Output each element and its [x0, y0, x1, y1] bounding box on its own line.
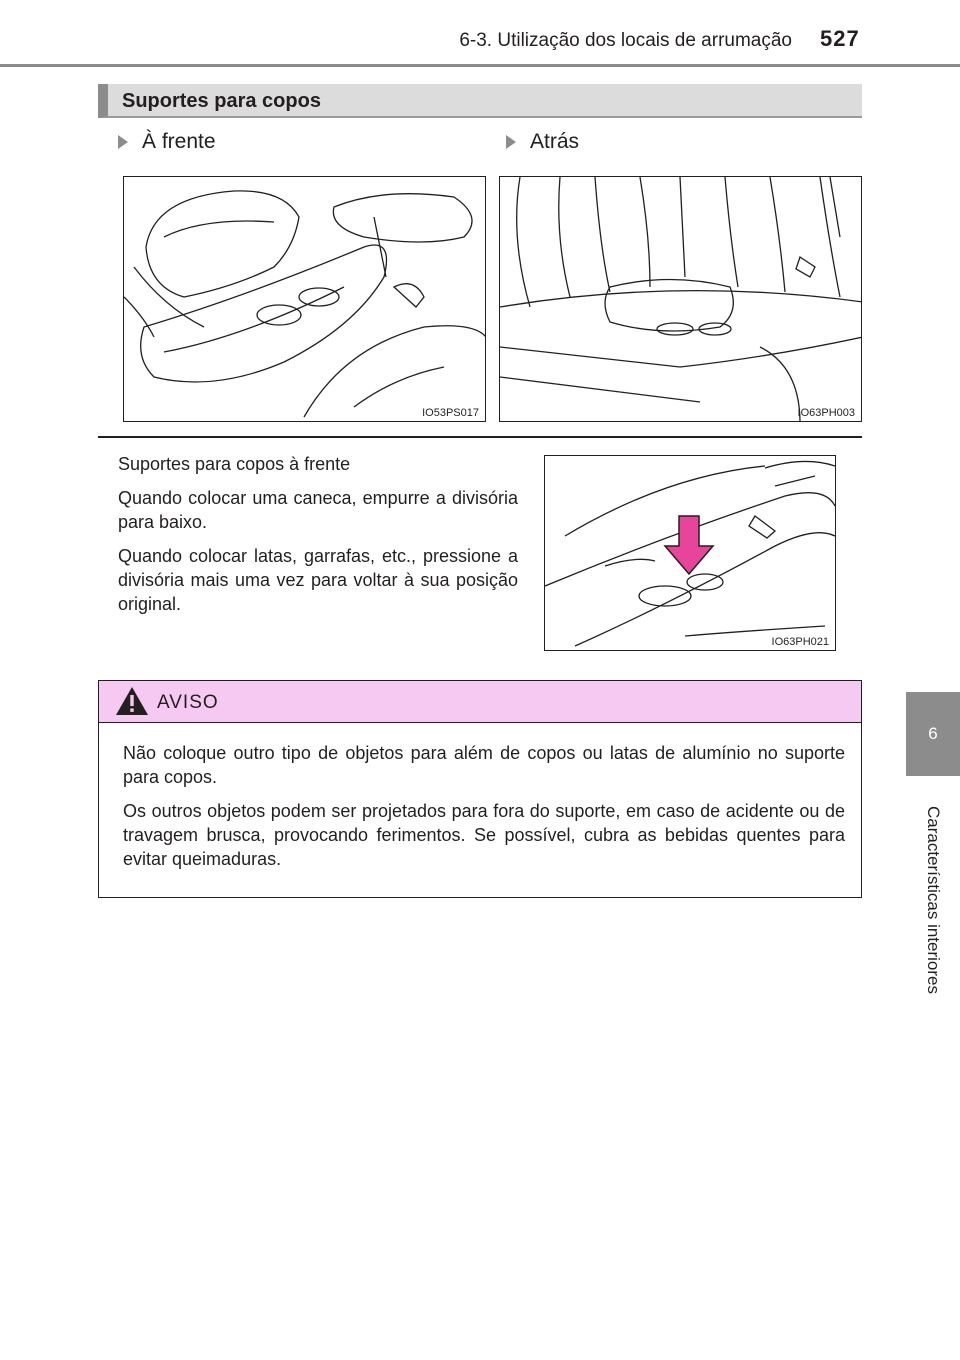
warning-paragraph-1: Não coloque outro tipo de objetos para além de copos ou latas de alumínio no suporte para copos. [123, 743, 845, 787]
caption-rear [506, 130, 579, 154]
triangle-bullet-icon [506, 135, 516, 149]
warning-paragraph-2: Os outros objetos podem ser projetados para fora do suporte, em caso de acidente ou de travagem brusca, provocando ferimentos. Se possível, cubra as bebidas quentes para evitar queimaduras. [123, 801, 845, 869]
warning-header [99, 681, 861, 723]
warning-title: AVISO [157, 692, 219, 713]
running-header-section: 6-3. Utilização dos locais de arrumação [459, 30, 792, 51]
divider-detail-illustration [545, 456, 836, 651]
body-paragraph-3: Quando colocar latas, garrafas, etc., pressione a divisória mais uma vez para voltar à sua posição original. [118, 546, 518, 614]
divider-rule [98, 436, 862, 438]
section-heading [98, 84, 862, 118]
figure-rear-cup-holders [499, 176, 862, 422]
chapter-label [906, 780, 960, 1020]
caption-rear-text: Atrás [530, 130, 580, 153]
figure-code-front: IO53PS017 [422, 407, 479, 419]
rear-armrest-illustration [500, 177, 862, 422]
figure-code-rear: IO63PH003 [797, 407, 855, 419]
chapter-label-text: Características interiores [924, 805, 943, 994]
triangle-bullet-icon [118, 135, 128, 149]
body-paragraph-1: Suportes para copos à frente [118, 454, 351, 474]
figure-code-detail: IO63PH021 [771, 636, 829, 648]
page-number: 527 [820, 26, 860, 51]
front-console-illustration [124, 177, 486, 422]
warning-box [98, 680, 862, 898]
caption-front [118, 130, 216, 154]
push-down-arrow-icon [665, 516, 713, 574]
figure-divider-detail [544, 455, 836, 651]
figure-front-cup-holders [123, 176, 486, 422]
header-rule [0, 64, 960, 67]
chapter-number: 6 [928, 724, 938, 743]
caption-front-text: À frente [142, 130, 216, 153]
chapter-tab[interactable] [906, 692, 960, 776]
section-title: Suportes para copos [122, 90, 321, 112]
warning-triangle-icon [115, 686, 149, 716]
body-paragraph-2: Quando colocar uma caneca, empurre a divisória para baixo. [118, 488, 518, 532]
